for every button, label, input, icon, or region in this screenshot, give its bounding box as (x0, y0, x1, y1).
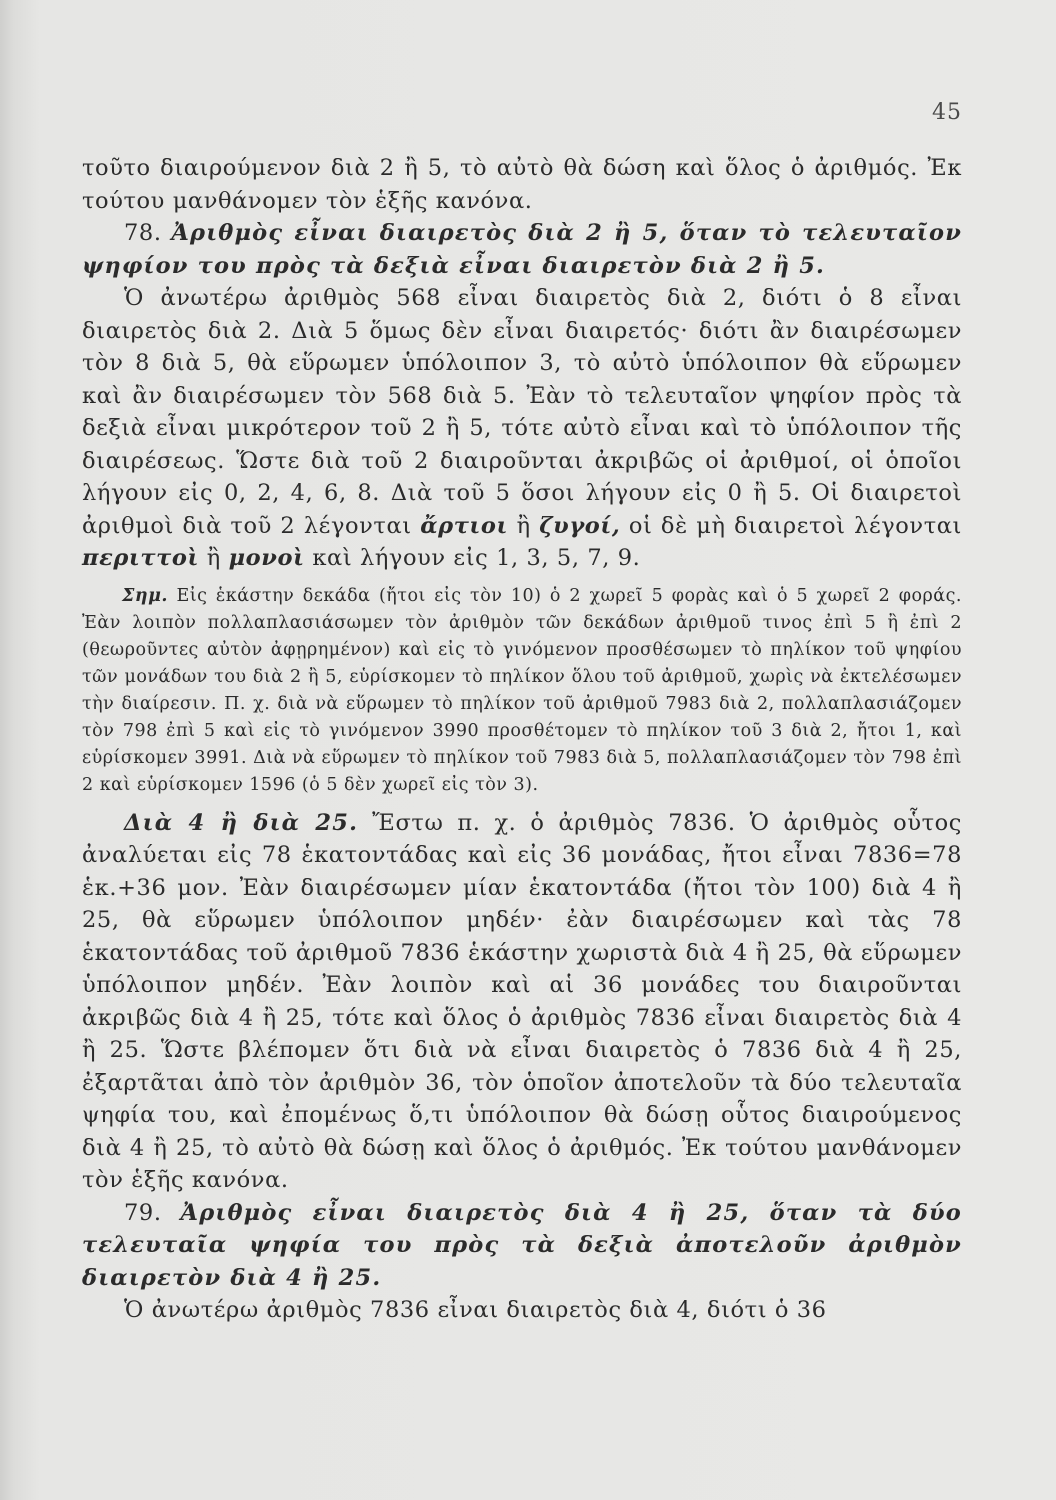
page-number: 45 (932, 100, 962, 125)
term-perittoi: περιττοὶ (82, 545, 199, 571)
term-monoi: μονοὶ (228, 545, 305, 571)
term-artioi: ἄρτιοι (420, 512, 509, 539)
text-run: καὶ λήγουν εἰς 1, 3, 5, 7, 9. (312, 545, 641, 571)
last-line: Ὁ ἀνωτέρω ἀριθμὸς 7836 εἶναι διαιρετὸς διὰ 4, διότι ὁ 36 (124, 1297, 827, 1323)
note (82, 583, 962, 799)
rule-text: Ἀριθμὸς εἶναι διαιρετὸς διὰ 2 ἢ 5, ὅταν τὸ τελευταῖον ψηφίον του πρὸς τὰ δεξιὰ εἶναι διαιρετὸν διὰ 2 ἢ 5. (82, 220, 962, 279)
section-heading: Διὰ 4 ἢ διὰ 25. (124, 809, 359, 836)
rule-text: Ἀριθμὸς εἶναι διαιρετὸς διὰ 4 ἢ 25, ὅταν τὰ δύο τελευταῖα ψηφία του πρὸς τὰ δεξιὰ ἀποτελοῦν ἀριθμὸν διαιρετὸν διὰ 4 ἢ 25. (82, 1199, 962, 1291)
rule-79 (82, 1197, 962, 1295)
rule-number: 79. (124, 1199, 162, 1226)
paragraph-continuation: τοῦτο διαιρούμενον διὰ 2 ἢ 5, τὸ αὐτὸ θὰ δώση καὶ ὅλος ὁ ἀριθμός. Ἐκ τούτου μανθάνομεν τὸν ἑξῆς κανόνα. (82, 155, 962, 214)
note-label: Σημ. (122, 585, 168, 606)
section-text: Ἔστω π. χ. ὁ ἀριθμὸς 7836. Ὁ ἀριθμὸς οὗτος ἀναλύεται εἰς 78 ἑκατοντάδας καὶ εἰς 36 μονάδας, ἤτοι εἶναι 7836=78 ἑκ.+36 μον. Ἐὰν διαιρέσωμεν μίαν ἑκατοντάδα (ἤτοι τὸν 100) διὰ 4 ἢ 25, θὰ εὕρωμεν ὑπόλοιπον μηδέν· ἐὰν διαιρέσωμεν καὶ τὰς 78 ἑκατοντάδας τοῦ ἀριθμοῦ 7836 ἑκάστην χωριστὰ διὰ 4 ἢ 25, θὰ εὕρωμεν ὑπόλοιπον μηδέν. Ἐὰν λοιπὸν καὶ αἱ 36 μονάδες του διαιροῦνται ἀκριβῶς διὰ 4 ἢ 25, τότε καὶ ὅλος ὁ ἀριθμὸς 7836 εἶναι διαιρετὸς διὰ 4 ἢ 25. Ὥστε βλέπομεν ὅτι διὰ νὰ εἶναι διαιρετὸς ὁ 7836 διὰ 4 ἢ 25, ἐξαρτᾶται ἀπὸ τὸν ἀριθμὸν 36, τὸν ὁποῖον ἀποτελοῦν τὰ δύο τελευταῖα ψηφία του, καὶ ἐπομένως ὅ,τι ὑπόλοιπον θὰ δώσῃ οὗτος διαιρούμενος διὰ 4 ἢ 25, τὸ αὐτὸ θὰ δώσῃ καὶ ὅλος ὁ ἀριθμός. Ἐκ τούτου μανθάνομεν τὸν ἑξῆς κανόνα. (82, 809, 962, 1193)
paragraph-explanation (82, 282, 962, 575)
section-div-4-25 (82, 807, 962, 1197)
rule-78 (82, 217, 962, 282)
text-run: οἱ δὲ μὴ διαιρετοὶ λέγονται (628, 512, 962, 539)
body-text (82, 152, 962, 1327)
note-text: Εἰς ἑκάστην δεκάδα (ἤτοι εἰς τὸν 10) ὁ 2 χωρεῖ 5 φορὰς καὶ ὁ 5 χωρεῖ 2 φοράς. Ἐὰν λοιπὸν πολλαπλασιάσωμεν τὸν ἀριθμὸν τῶν δεκάδων ἀριθμοῦ τινος ἐπὶ 5 ἢ ἐπὶ 2 (θεωροῦντες αὐτὸν ἀφῃρημένον) καὶ εἰς τὸ γινόμενον προσθέσωμεν τὸ πηλίκον τοῦ ψηφίου τῶν μονάδων του διὰ 2 ἢ 5, εὑρίσκομεν τὸ πηλίκον ὅλου τοῦ ἀριθμοῦ, χωρὶς νὰ ἐκτελέσωμεν τὴν διαίρεσιν. Π. χ. διὰ νὰ εὕρωμεν τὸ πηλίκον τοῦ ἀριθμοῦ 7983 διὰ 2, πολλαπλασιάζομεν τὸν 798 ἐπὶ 5 καὶ εἰς τὸ γινόμενον 3990 προσθέτομεν τὸ πηλίκον τοῦ 3 διὰ 2, ἤτοι 1, καὶ εὑρίσκομεν 3991. Διὰ νὰ εὕρωμεν τὸ πηλίκον τοῦ 7983 διὰ 5, πολλαπλασιάζομεν τὸν 798 ἐπὶ 2 καὶ εὑρίσκομεν 1596 (ὁ 5 δὲν χωρεῖ εἰς τὸν 3). (82, 585, 962, 795)
text-run: ἢ (206, 545, 221, 571)
rule-number: 78. (124, 220, 162, 246)
term-zygoi: ζυγοί, (539, 512, 621, 539)
text-run: Ὁ ἀνωτέρω ἀριθμὸς 568 εἶναι διαιρετὸς διὰ 2, διότι ὁ 8 εἶναι διαιρετὸς διὰ 2. Διὰ 5 ὅμως δὲν εἶναι διαιρετός· διότι ἂν διαιρέσωμεν τὸν 8 διὰ 5, θὰ εὕρωμεν ὑπόλοιπον 3, τὸ αὐτὸ ὑπόλοιπον θὰ εὕρωμεν καὶ ἂν διαιρέσωμεν τὸν 568 διὰ 5. Ἐὰν τὸ τελευταῖον ψηφίον πρὸς τὰ δεξιὰ εἶναι μικρότερον τοῦ 2 ἢ 5, τότε αὐτὸ εἶναι καὶ τὸ ὑπόλοιπον τῆς διαιρέσεως. Ὥστε διὰ τοῦ 2 διαιροῦνται ἀκριβῶς οἱ ἀριθμοί, οἱ ὁποῖοι λήγουν εἰς 0, 2, 4, 6, 8. Διὰ τοῦ 5 ὅσοι λήγουν εἰς 0 ἢ 5. Οἱ διαιρετοὶ ἀριθμοὶ διὰ τοῦ 2 λέγονται (82, 285, 962, 539)
text-run: ἢ (516, 512, 531, 539)
